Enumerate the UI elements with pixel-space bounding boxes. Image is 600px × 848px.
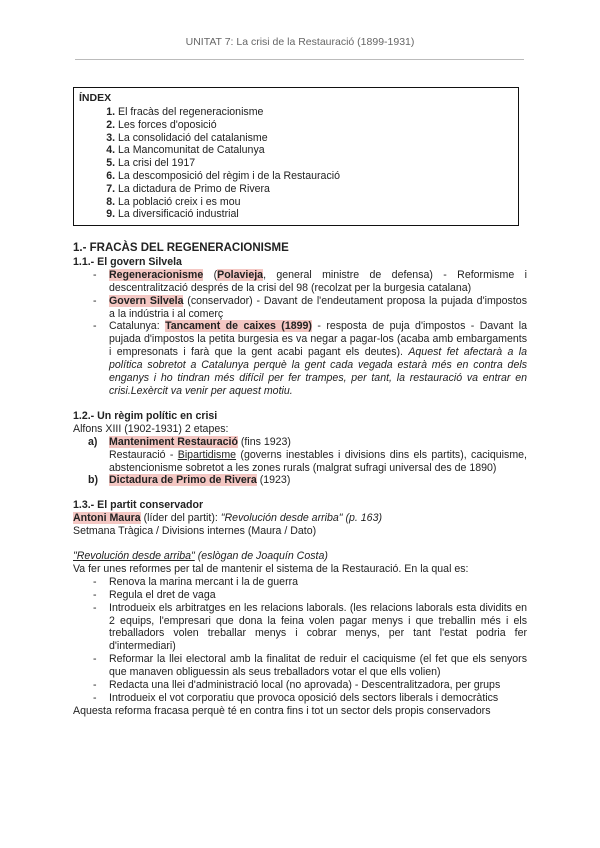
stage-detail xyxy=(109,449,527,475)
index-box xyxy=(73,87,519,226)
index-item: 2. Les forces d'oposició xyxy=(118,119,518,132)
reforms-list xyxy=(73,576,527,705)
text: Restauració - xyxy=(109,448,178,461)
index-title: ÍNDEX xyxy=(79,92,112,104)
index-item: 1. El fracàs del regeneracionisme xyxy=(118,106,518,119)
list-item xyxy=(109,269,527,295)
text: (conservador) - Davant de l'endeutament proposa la pujada d'impostos a la indústria i al comerç xyxy=(109,294,527,320)
subsection-1-1-list xyxy=(73,269,527,398)
highlight: Dictadura de Primo de Rivera xyxy=(109,474,257,487)
page-header-title: UNITAT 7: La crisi de la Restauració (1899-1931) xyxy=(185,36,415,48)
index-item: 7. La dictadura de Primo de Rivera xyxy=(118,183,518,196)
list-item: - Renova la marina mercant i la de guerra xyxy=(109,576,527,589)
highlight: Tancament de caixes (1899) xyxy=(165,320,312,333)
list-item xyxy=(88,474,527,487)
text: Catalunya: xyxy=(109,320,166,333)
list-item xyxy=(88,435,527,475)
index-item: 8. La població creix i es mou xyxy=(118,196,518,209)
underlined-text: "Revolución desde arriba" xyxy=(73,550,195,563)
list-item: - Reformar la llei electoral amb la finalitat de reduir el caciquisme (el fet que els senyors que manaven obliguessin als seus treballadors votar el que ells volien) xyxy=(109,653,527,679)
highlight: Govern Silvela xyxy=(109,294,184,307)
list-item: - Regula el dret de vaga xyxy=(109,589,527,602)
italic-text: "Revolución desde arriba" (p. 163) xyxy=(220,512,382,525)
index-list xyxy=(79,106,518,221)
list-item: - Redacta una llei d'administració local (no aprovada) - Descentralitzadora, per grups xyxy=(109,679,527,692)
text: (1923) xyxy=(256,474,291,487)
text: , general ministre de defensa) - Reformisme i descentralització després de la crisi del 98 (recolzat per la burgesia catalana) xyxy=(109,268,527,294)
paragraph: Va fer unes reformes per tal de mantenir el sistema de la Restauració. En la qual es: xyxy=(73,562,469,575)
main-content xyxy=(73,242,527,718)
index-item: 4. La Mancomunitat de Catalunya xyxy=(118,144,518,157)
text: ( xyxy=(203,268,218,281)
header-divider xyxy=(75,59,524,60)
index-item: 6. La descomposició del règim i de la Restauració xyxy=(118,170,518,183)
list-item: - Introdueix el vot corporatiu que provoca oposició dels sectors liberals i democràtics xyxy=(109,692,527,705)
subsection-1-2-title: 1.2.- Un règim polític en crisi xyxy=(73,409,218,422)
paragraph xyxy=(73,512,527,525)
italic-text: (eslògan de Joaquín Costa) xyxy=(194,550,328,563)
stages-list xyxy=(73,436,527,488)
highlight: Manteniment Restauració xyxy=(109,435,238,448)
list-marker: a) xyxy=(88,435,98,448)
list-item: - Introdueix els arbitratges en les relacions laborals. (les relacions laborals esta dividits en 2 equips, l'empresari que dona la feina volen pagar menys i que treballin més i els treballadors volen treballar menys i cobrar menys, per tant l'estat podria fer d'intermediari) xyxy=(109,602,527,654)
text: (fins 1923) xyxy=(237,435,291,448)
highlight: Antoni Maura xyxy=(73,512,141,525)
text: - resposta de puja d'impostos - Davant la pujada d'impostos la petita burgesia es va negar a pagar-los (acaba amb embargaments i empresonats i farà que la gent acabi pagant els deutes). xyxy=(109,320,528,359)
list-marker: b) xyxy=(88,474,98,487)
list-item xyxy=(109,320,527,397)
list-item xyxy=(109,295,527,321)
highlight: Regeneracionisme xyxy=(109,268,204,281)
italic-text: Aquest fet afectarà a la política sobretot a Catalunya perquè la gent cada vegada estarà més en contra dels enganys i ho tindran més difícil per fer trampes, per tant, la restauració va entrar en crisi.Lexèrcit va venir per aquest motiu. xyxy=(109,346,527,397)
subsection-1-3-title: 1.3.- El partit conservador xyxy=(73,499,204,512)
underlined-text: Bipartidisme xyxy=(177,448,237,461)
subsection-1-1-title: 1.1.- El govern Silvela xyxy=(73,255,182,268)
paragraph: Setmana Tràgica / Divisions internes (Maura / Dato) xyxy=(73,525,317,538)
paragraph: Alfons XIII (1902-1931) 2 etapes: xyxy=(73,422,229,435)
index-item: 9. La diversificació industrial xyxy=(118,208,518,221)
paragraph: Aquesta reforma fracasa perquè té en contra fins i tot un sector dels propis conservadors xyxy=(73,704,491,717)
text: (líder del partit): xyxy=(140,512,221,525)
highlight: Polavieja xyxy=(217,268,264,281)
paragraph xyxy=(73,550,527,563)
index-item: 5. La crisi del 1917 xyxy=(118,157,518,170)
section-1-title: 1.- FRACÀS DEL REGENERACIONISME xyxy=(73,242,289,254)
index-item: 3. La consolidació del catalanisme xyxy=(118,132,518,145)
text: (governs inestables i divisions dins els partits), caciquisme, abstencionisme sobretot a les zones rurals (malgrat sufragi universal des de 1890) xyxy=(109,448,527,474)
